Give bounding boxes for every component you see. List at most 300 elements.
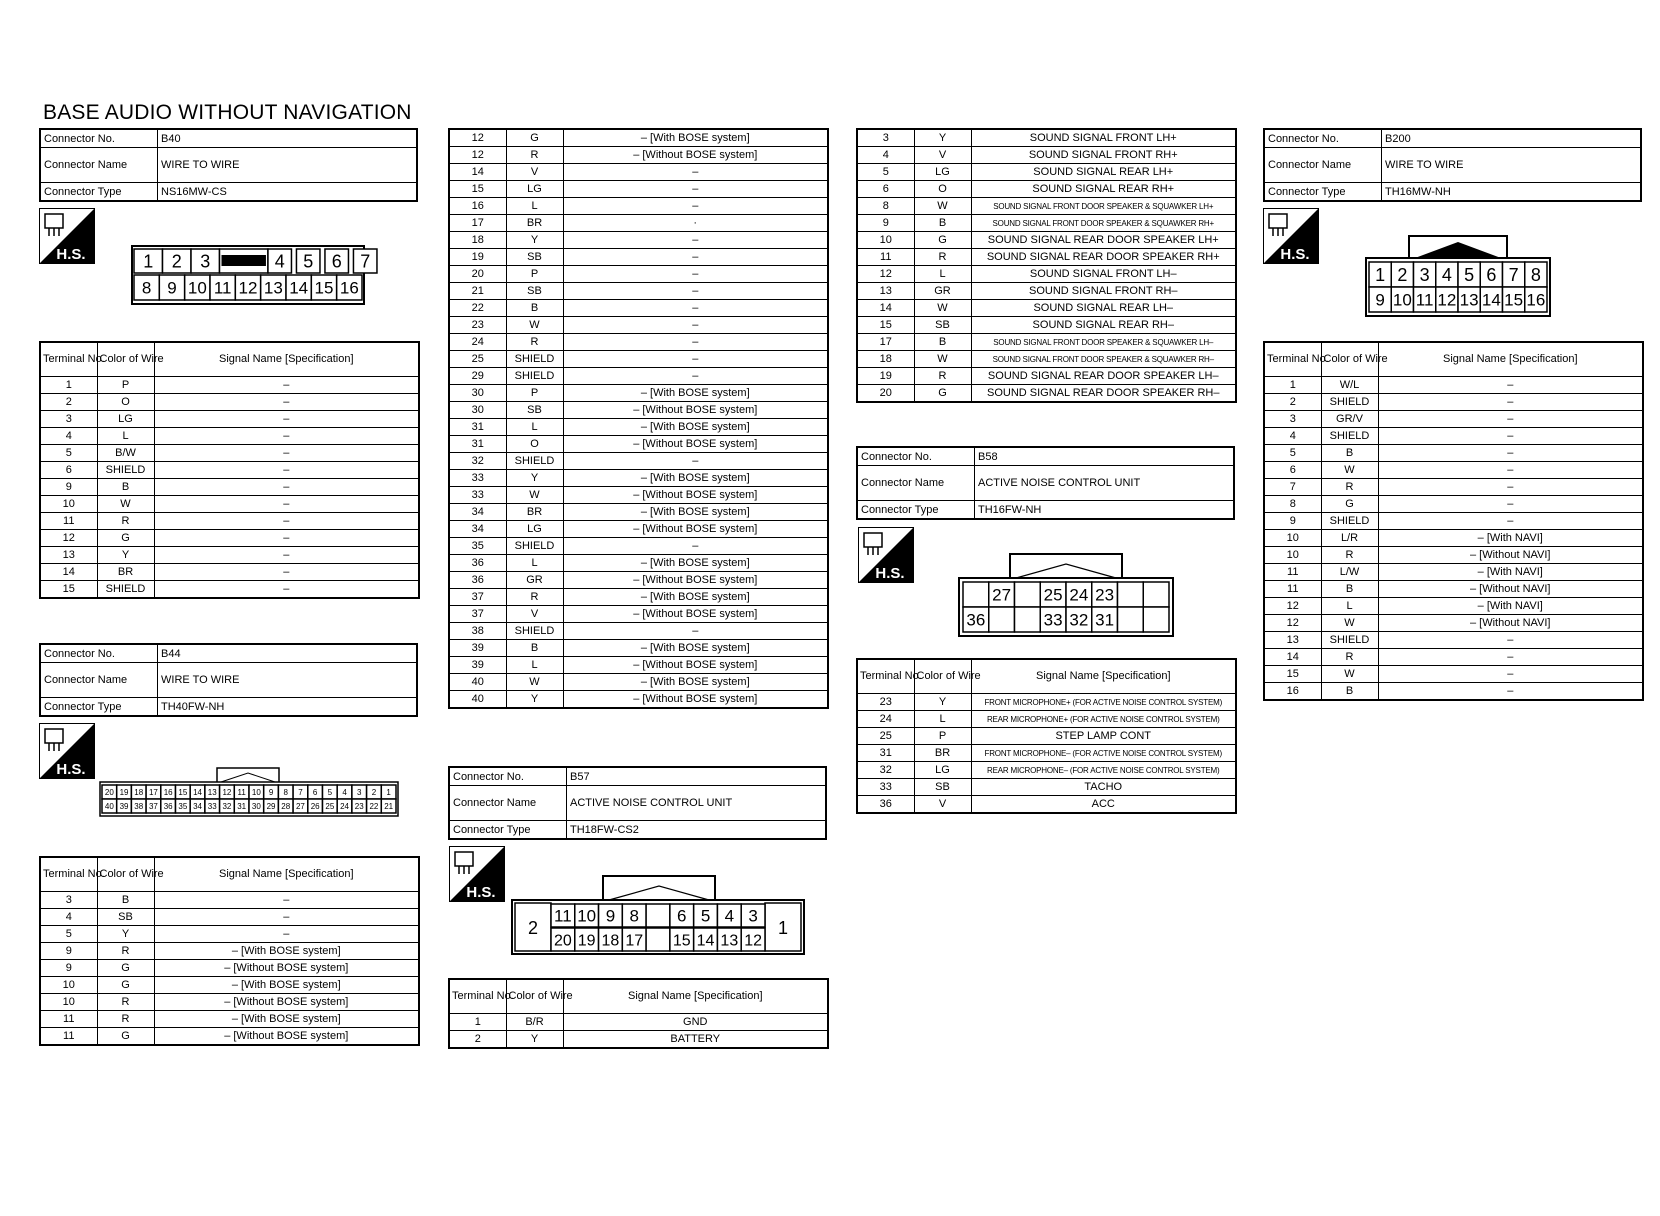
connector-pin [1143,607,1169,632]
terminal-no-cell: 38 [449,623,506,640]
pin-number: 21 [384,801,394,811]
wire-color-cell: B [1321,581,1378,598]
connector-type: TH18FW-CS2 [567,821,827,840]
terminal-table-b57-continued [856,128,1237,403]
wire-color-cell: R [506,334,563,351]
signal-name-cell: REAR MICROPHONE– (FOR ACTIVE NOISE CONTROL SYSTEM) [971,762,1236,779]
table-row [857,147,1236,164]
terminal-no-cell: 2 [40,394,97,411]
table-row [857,317,1236,334]
terminal-no-cell: 39 [449,657,506,674]
terminal-no-cell: 4 [40,909,97,926]
terminal-no-cell: 4 [40,428,97,445]
wire-color-cell: B/W [97,445,154,462]
terminal-no-cell: 7 [1264,479,1321,496]
pin-number: 1 [1375,264,1386,285]
table-row [857,796,1236,814]
signal-name-cell: – [563,334,828,351]
column-header-signal-name: Signal Name [Specification] [154,857,419,892]
terminal-no-cell: 22 [449,300,506,317]
wire-color-cell: R [97,513,154,530]
terminal-no-cell: 21 [449,283,506,300]
wire-color-cell: Y [506,232,563,249]
terminal-no-cell: 13 [857,283,914,300]
signal-name-cell: SOUND SIGNAL FRONT RH+ [971,147,1236,164]
connector-face-b58 [958,550,1174,638]
column-header-signal-name: Signal Name [Specification] [154,342,419,377]
connector-type: TH16FW-NH [975,501,1235,520]
harness-side-icon [858,527,914,583]
wire-color-cell: SHIELD [506,623,563,640]
connector-no: B58 [975,447,1235,466]
wire-color-cell: G [97,530,154,547]
wire-color-cell: R [1321,479,1378,496]
pin-number: 9 [167,278,177,298]
table-row [449,368,828,385]
pin-number: 4 [274,251,285,272]
terminal-no-cell: 2 [1264,394,1321,411]
pin-number: 14 [1481,290,1501,310]
signal-name-cell: – [Without BOSE system] [154,1028,419,1046]
connector-no: B40 [158,129,418,148]
pin-number: 27 [295,801,305,811]
table-row [40,530,419,547]
pin-number: 29 [266,801,276,811]
pin-number: 12 [744,932,763,950]
wire-color-cell: Y [506,1031,563,1049]
terminal-no-cell: 11 [40,1028,97,1046]
terminal-no-cell: 12 [1264,598,1321,615]
table-row [449,674,828,691]
signal-name-cell: SOUND SIGNAL REAR RH– [971,317,1236,334]
signal-name-cell: – [With BOSE system] [154,1011,419,1028]
pin-number: 31 [1095,610,1115,630]
wire-color-cell: W [1321,462,1378,479]
table-row [449,198,828,215]
table-row [857,745,1236,762]
pin-number: 25 [1043,585,1063,605]
terminal-no-cell: 10 [857,232,914,249]
table-row [1264,615,1643,632]
pin-number: 10 [1392,290,1412,310]
pin-number: 4 [1441,264,1452,285]
pin-number: 16 [339,278,359,298]
signal-name-cell: – [With BOSE system] [563,640,828,657]
pin-number: 5 [700,906,711,926]
wire-color-cell: Y [506,470,563,487]
wire-color-cell: L [506,198,563,215]
column-header-color-of-wire: Color of Wire [97,857,154,892]
signal-name-cell: – [154,892,419,909]
signal-name-cell: – [Without BOSE system] [563,402,828,419]
terminal-no-cell: 5 [40,926,97,943]
signal-name-cell: – [Without NAVI] [1378,547,1643,564]
wire-color-cell: SHIELD [506,538,563,555]
table-row [449,164,828,181]
pin-number: 8 [629,906,639,926]
pin-number: 7 [1508,264,1519,285]
signal-name-cell: – [563,283,828,300]
signal-name-cell: – [154,479,419,496]
signal-name-cell: – [154,926,419,943]
harness-side-icon [39,208,95,264]
terminal-no-cell: 16 [1264,683,1321,701]
wire-color-cell: G [97,977,154,994]
pin-number: 35 [178,801,188,811]
wire-color-cell: SB [506,402,563,419]
table-row [1264,598,1643,615]
terminal-no-cell: 36 [449,572,506,589]
pin-number: 20 [553,932,572,950]
table-row [857,232,1236,249]
pin-number: 11 [554,906,572,926]
signal-name-cell: – [1378,394,1643,411]
pin-number: 12 [1437,290,1457,310]
connector-info-b58: Connector No. B58 Connector Name ACTIVE NOISE CONTROL UNIT Connector Type TH16FW-NH [856,446,1235,520]
wire-color-cell: B [914,334,971,351]
pin-number: 26 [310,801,320,811]
pin-number: 23 [354,801,364,811]
signal-name-cell: – [Without NAVI] [1378,615,1643,632]
signal-name-cell: – [563,249,828,266]
connector-no: B44 [158,644,418,663]
table-row [1264,683,1643,701]
pin-number: 9 [1375,290,1385,310]
table-row [40,394,419,411]
terminal-no-cell: 11 [857,249,914,266]
terminal-no-cell: 18 [449,232,506,249]
table-row [40,943,419,960]
signal-name-cell: – [563,368,828,385]
signal-name-cell: SOUND SIGNAL REAR DOOR SPEAKER LH+ [971,232,1236,249]
wire-color-cell: W [506,487,563,504]
wire-color-cell: G [914,385,971,403]
signal-name-cell: – [With BOSE system] [563,674,828,691]
table-row [1264,428,1643,445]
signal-name-cell: – [Without BOSE system] [563,606,828,623]
signal-name-cell: – [Without BOSE system] [563,691,828,709]
wire-color-cell: R [97,994,154,1011]
table-row [40,377,419,394]
connector-no: B57 [567,767,827,786]
wire-color-cell: GR [506,572,563,589]
pin-number: 11 [237,787,246,797]
connector-info-b200: Connector No. B200 Connector Name WIRE TO WIRE Connector Type TH16MW-NH [1263,128,1642,202]
connector-pin [646,904,670,927]
pin-number: 1 [386,787,391,797]
connector-pin [1015,582,1041,607]
terminal-no-cell: 16 [449,198,506,215]
wire-color-cell: R [97,943,154,960]
wire-color-cell: LG [914,164,971,181]
table-row [40,581,419,599]
terminal-no-cell: 11 [40,513,97,530]
table-row [857,215,1236,232]
signal-name-cell: – [563,164,828,181]
pin-number: 2 [1397,264,1408,285]
pin-number: 19 [119,787,129,797]
pin-number: 19 [577,932,596,950]
terminal-no-cell: 1 [40,377,97,394]
terminal-no-cell: 5 [857,164,914,181]
terminal-no-cell: 9 [857,215,914,232]
table-row [449,657,828,674]
pin-number: 15 [314,278,334,298]
column-header-terminal-no: Terminal No. [449,979,506,1014]
wire-color-cell: B [1321,445,1378,462]
wire-color-cell: G [97,960,154,977]
connector-pin [1143,582,1169,607]
terminal-no-cell: 15 [449,181,506,198]
column-header-color-of-wire: Color of Wire [506,979,563,1014]
table-row [449,419,828,436]
harness-side-icon [449,846,505,902]
wire-color-cell: SHIELD [1321,632,1378,649]
connector-face-b40 [131,245,371,305]
wire-color-cell: O [506,436,563,453]
wire-color-cell: V [914,796,971,814]
pin-number: 15 [672,932,691,950]
pin-number: 37 [148,801,158,811]
terminal-no-cell: 33 [449,487,506,504]
wire-color-cell: SB [914,317,971,334]
wire-color-cell: P [506,385,563,402]
wire-color-cell: W [914,351,971,368]
wire-color-cell: R [506,147,563,164]
signal-name-cell: ACC [971,796,1236,814]
pin-number: 10 [251,787,261,797]
signal-name-cell: – [563,538,828,555]
terminal-no-cell: 15 [857,317,914,334]
table-row [1264,496,1643,513]
wire-color-cell: SHIELD [506,368,563,385]
table-row [40,428,419,445]
table-row [857,762,1236,779]
table-row [449,249,828,266]
terminal-no-cell: 3 [40,892,97,909]
terminal-no-cell: 33 [857,779,914,796]
column-header-terminal-no: Terminal No. [40,342,97,377]
signal-name-cell: REAR MICROPHONE+ (FOR ACTIVE NOISE CONTROL SYSTEM) [971,711,1236,728]
pin-number: 12 [238,278,258,298]
signal-name-cell: – [Without BOSE system] [563,436,828,453]
signal-name-cell: – [154,428,419,445]
terminal-no-cell: 9 [1264,513,1321,530]
signal-name-cell: SOUND SIGNAL FRONT LH– [971,266,1236,283]
signal-name-cell: – [With BOSE system] [563,129,828,147]
signal-name-cell: – [With BOSE system] [563,504,828,521]
connector-pin [989,607,1015,632]
connector-name: ACTIVE NOISE CONTROL UNIT [567,786,827,821]
signal-name-cell: SOUND SIGNAL REAR LH+ [971,164,1236,181]
signal-name-cell: – [563,317,828,334]
table-row [40,547,419,564]
wire-color-cell: B [97,892,154,909]
terminal-no-cell: 5 [1264,445,1321,462]
wire-color-cell: G [1321,496,1378,513]
terminal-no-cell: 19 [449,249,506,266]
column-header-terminal-no: Terminal No. [40,857,97,892]
wire-color-cell: V [914,147,971,164]
wire-color-cell: O [914,181,971,198]
table-row [40,994,419,1011]
pin-number: 31 [237,801,247,811]
column-header-signal-name: Signal Name [Specification] [563,979,828,1014]
pin-number: 5 [327,787,333,797]
terminal-no-cell: 32 [449,453,506,470]
hs-label: H.S. [875,565,905,582]
pin-number: 13 [720,932,739,950]
wire-color-cell: V [506,164,563,181]
signal-name-cell: – [With BOSE system] [563,589,828,606]
signal-name-cell: SOUND SIGNAL REAR DOOR SPEAKER RH+ [971,249,1236,266]
connector-pin [963,582,989,607]
pin-number: 13 [1459,290,1479,310]
wire-color-cell: V [506,606,563,623]
signal-name-cell: TACHO [971,779,1236,796]
signal-name-cell: – [563,198,828,215]
pin-number: 11 [1415,290,1434,310]
terminal-no-cell: 34 [449,521,506,538]
column-header-color-of-wire: Color of Wire [1321,342,1378,377]
pin-number: 3 [357,787,362,797]
table-row [1264,513,1643,530]
signal-name-cell: – [154,581,419,599]
table-row [449,606,828,623]
table-row [857,368,1236,385]
wire-color-cell: SB [506,283,563,300]
table-row [40,892,419,909]
signal-name-cell: – [154,564,419,581]
table-row [449,283,828,300]
table-row [1264,666,1643,683]
wire-color-cell: SHIELD [506,453,563,470]
table-row [40,411,419,428]
signal-name-cell: BATTERY [563,1031,828,1049]
pin-number: 18 [134,787,144,797]
signal-name-cell: – [154,496,419,513]
wire-color-cell: L/W [1321,564,1378,581]
terminal-no-cell: 1 [449,1014,506,1031]
table-row [449,317,828,334]
table-row [449,1014,828,1031]
table-row [449,147,828,164]
pin-number: 4 [724,906,735,926]
terminal-no-cell: 23 [449,317,506,334]
pin-number: 10 [187,278,207,298]
signal-name-cell: SOUND SIGNAL FRONT LH+ [971,129,1236,147]
hs-label: H.S. [466,884,496,901]
terminal-no-cell: 9 [40,960,97,977]
table-row [1264,394,1643,411]
table-row [1264,377,1643,394]
terminal-no-cell: 20 [857,385,914,403]
terminal-no-cell: 11 [1264,581,1321,598]
signal-name-cell: – [154,462,419,479]
pin-number: 23 [1095,585,1115,605]
wire-color-cell: W [914,300,971,317]
terminal-no-cell: 37 [449,606,506,623]
signal-name-cell: – [1378,377,1643,394]
wire-color-cell: Y [914,694,971,711]
terminal-no-cell: 8 [857,198,914,215]
signal-name-cell: – [154,909,419,926]
pin-number: 15 [1504,290,1524,310]
table-row [857,385,1236,403]
signal-name-cell: SOUND SIGNAL FRONT DOOR SPEAKER & SQUAWKER RH– [971,351,1236,368]
signal-name-cell: GND [563,1014,828,1031]
hs-label: H.S. [1280,246,1310,263]
terminal-no-cell: 14 [40,564,97,581]
signal-name-cell: – [154,411,419,428]
wire-color-cell: R [914,249,971,266]
wire-color-cell: L [1321,598,1378,615]
table-row [857,283,1236,300]
pin-number: 24 [1069,585,1089,605]
signal-name-cell: – [With BOSE system] [154,943,419,960]
table-row [1264,649,1643,666]
terminal-no-cell: 5 [40,445,97,462]
signal-name-cell: SOUND SIGNAL FRONT DOOR SPEAKER & SQUAWKER LH+ [971,198,1236,215]
wire-color-cell: G [97,1028,154,1046]
pin-number: 3 [748,906,758,926]
table-row [857,300,1236,317]
pin-number: 4 [342,787,347,797]
table-row [1264,445,1643,462]
connector-info-b40: Connector No. B40 Connector Name WIRE TO WIRE Connector Type NS16MW-CS [39,128,418,202]
pin-number: 2 [527,918,539,938]
terminal-no-cell: 11 [1264,564,1321,581]
table-row [40,1011,419,1028]
signal-name-cell: – [Without BOSE system] [563,572,828,589]
signal-name-cell: – [With NAVI] [1378,598,1643,615]
terminal-table-b40 [39,341,420,599]
signal-name-cell: – [154,445,419,462]
signal-name-cell: – [563,232,828,249]
terminal-no-cell: 23 [857,694,914,711]
wire-color-cell: L/R [1321,530,1378,547]
table-row [1264,632,1643,649]
table-row [449,1031,828,1049]
pin-number: 32 [1069,610,1089,630]
page-title: BASE AUDIO WITHOUT NAVIGATION [43,101,412,124]
terminal-no-cell: 12 [1264,615,1321,632]
connector-face-b57 [511,872,805,956]
terminal-no-cell: 6 [1264,462,1321,479]
table-row [40,445,419,462]
pin-number: 3 [200,251,211,272]
wire-color-cell: R [914,368,971,385]
wire-color-cell: SHIELD [1321,513,1378,530]
signal-name-cell: SOUND SIGNAL FRONT DOOR SPEAKER & SQUAWKER RH+ [971,215,1236,232]
wire-color-cell: R [97,1011,154,1028]
signal-name-cell: – [563,351,828,368]
terminal-no-cell: 1 [1264,377,1321,394]
terminal-no-cell: 12 [857,266,914,283]
connector-type: TH40FW-NH [158,698,418,717]
signal-name-cell: SOUND SIGNAL REAR RH+ [971,181,1236,198]
table-row [449,266,828,283]
terminal-table-b58 [856,658,1237,814]
signal-name-cell: – [1378,513,1643,530]
table-row [40,479,419,496]
terminal-no-cell: 24 [449,334,506,351]
wire-color-cell: SHIELD [97,581,154,599]
terminal-no-cell: 17 [857,334,914,351]
signal-name-cell: – [154,547,419,564]
wire-color-cell: SB [914,779,971,796]
signal-name-cell: – [With NAVI] [1378,530,1643,547]
